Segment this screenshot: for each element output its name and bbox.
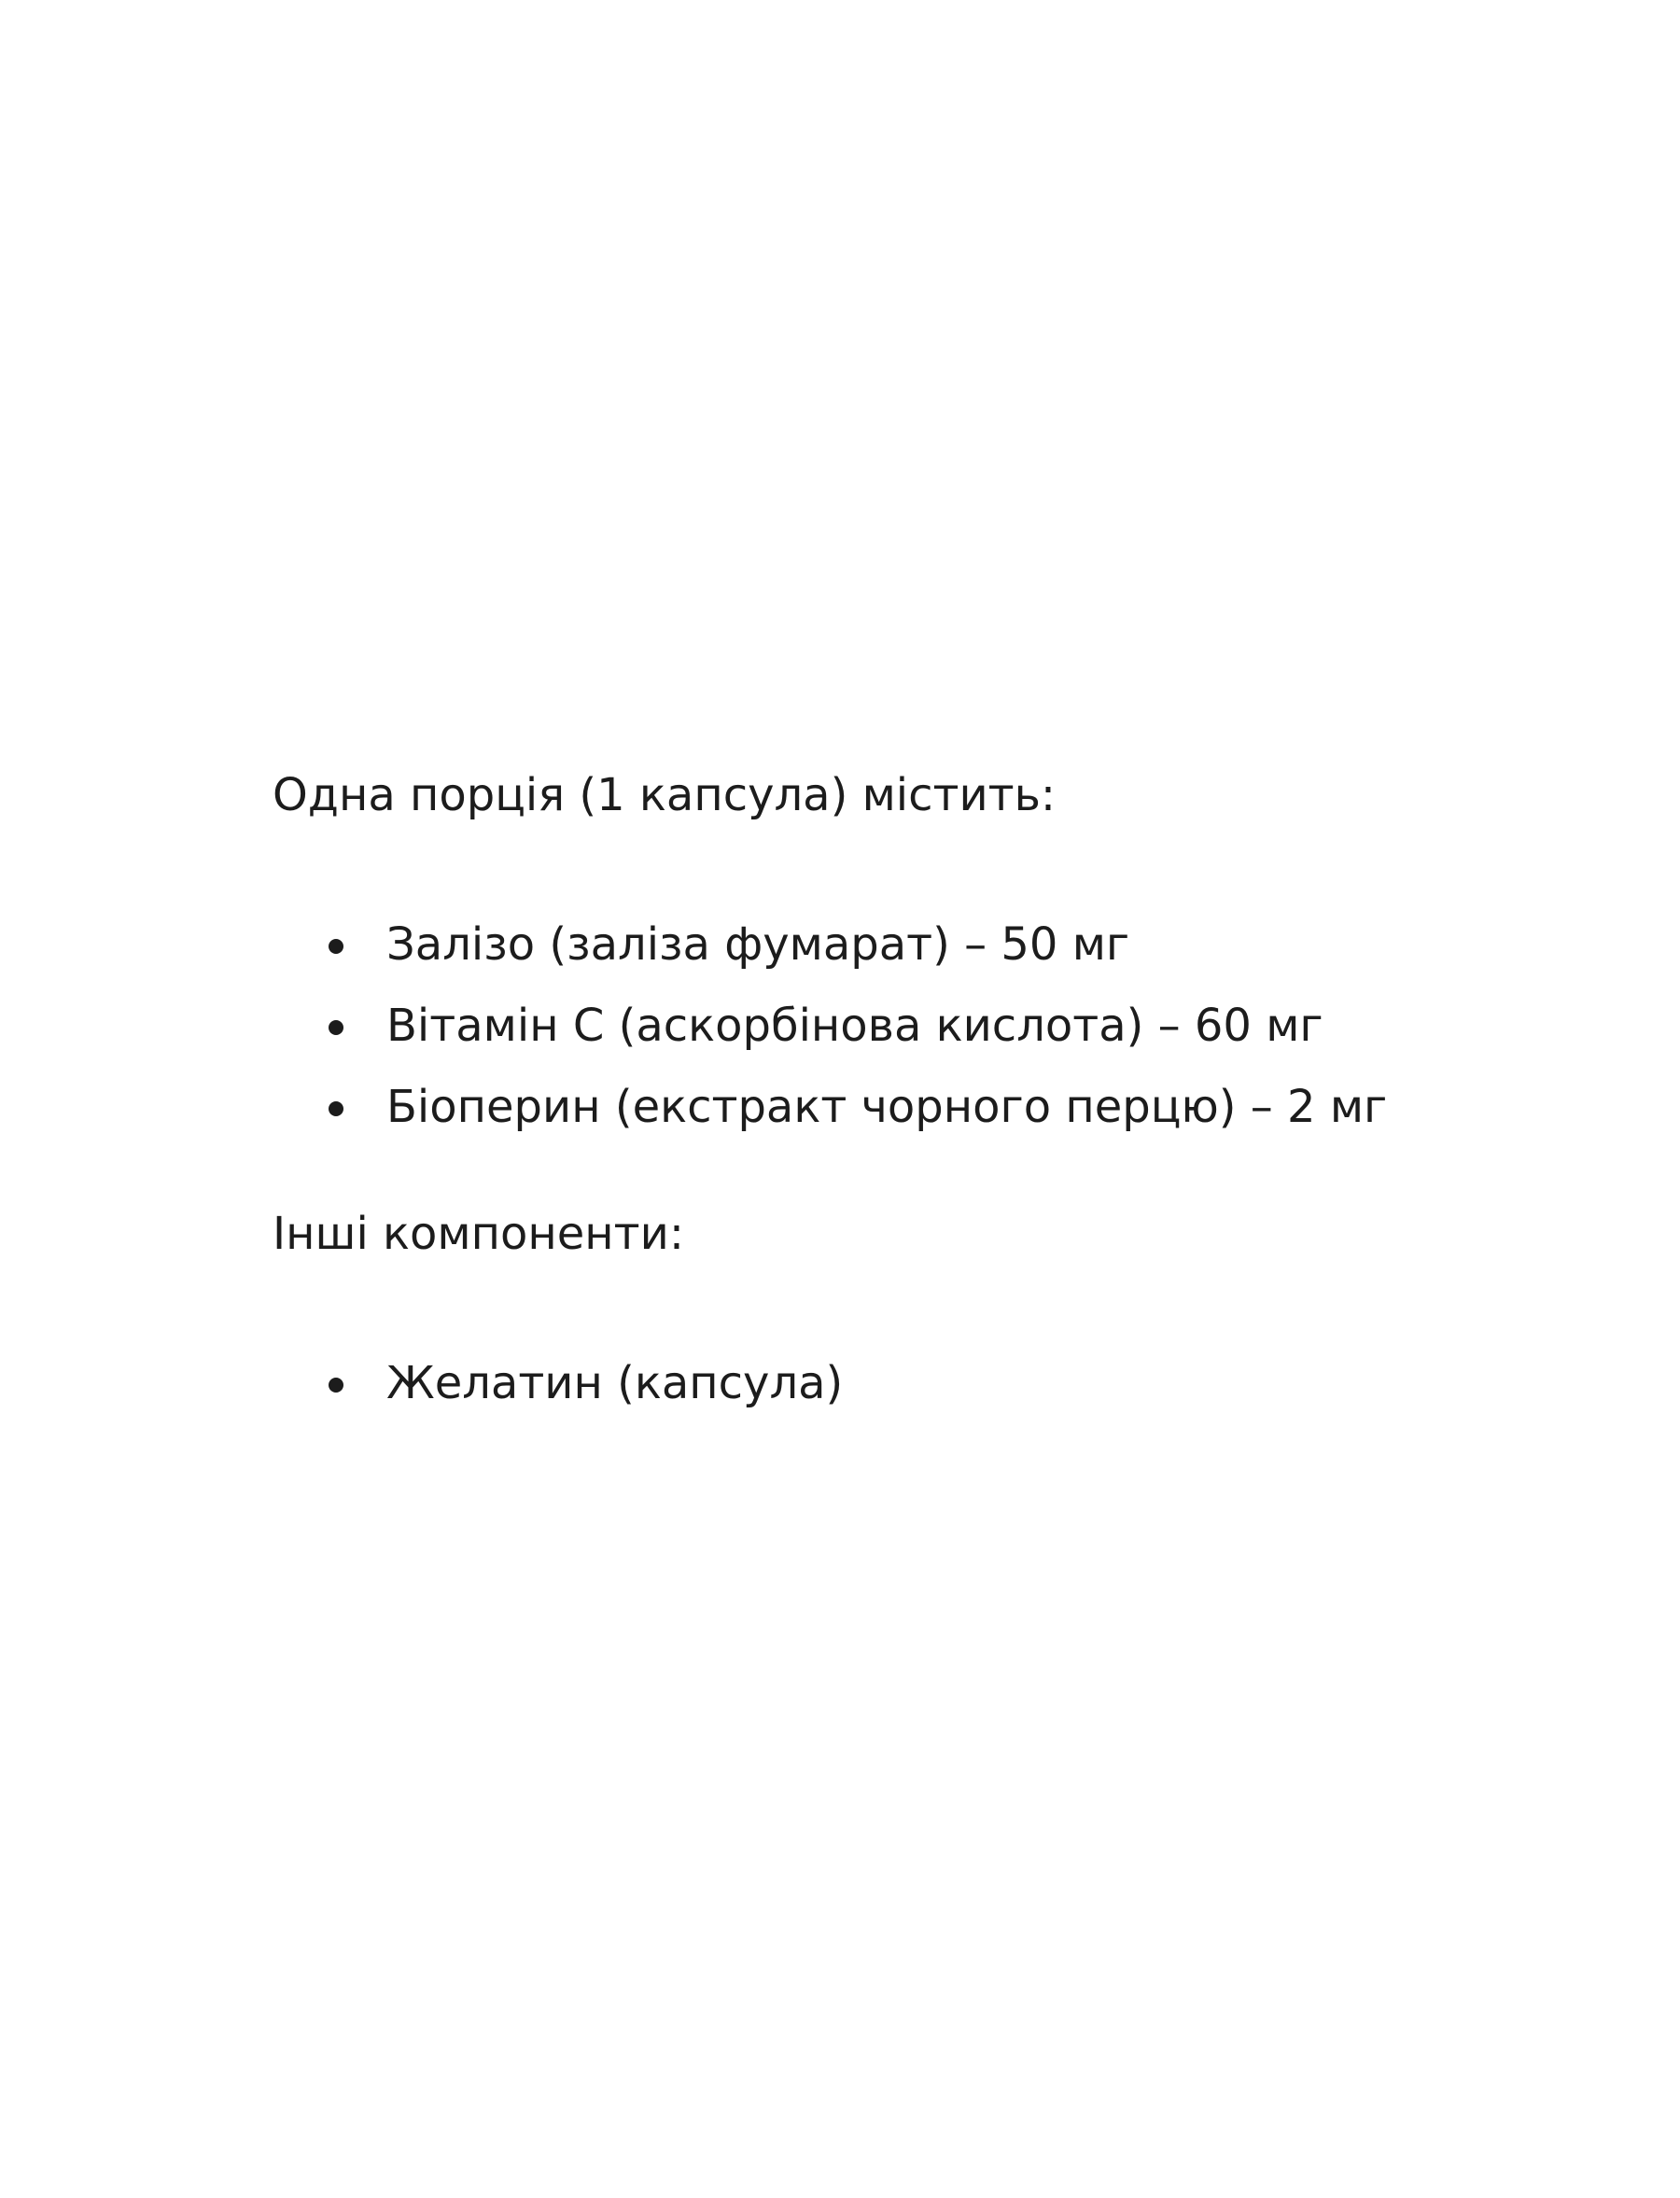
bullet-icon	[329, 1101, 343, 1116]
bullet-icon	[329, 939, 343, 954]
ingredient-text: Біоперин (екстракт чорного перцю) – 2 мг	[386, 1081, 1388, 1133]
ingredient-text: Желатин (капсула)	[386, 1357, 844, 1409]
list-item	[273, 918, 1486, 971]
ingredient-text: Вітамін С (аскорбінова кислота) – 60 мг	[386, 1000, 1323, 1052]
serving-ingredients-list	[273, 918, 1486, 1133]
bullet-icon	[329, 1378, 343, 1393]
list-item	[273, 1357, 1486, 1409]
other-components-list	[273, 1357, 1486, 1409]
other-components-heading: Інші компоненти:	[273, 1208, 684, 1260]
ingredients-document	[273, 769, 1486, 1409]
serving-heading: Одна порція (1 капсула) містить:	[273, 769, 1057, 821]
ingredient-text: Залізо (заліза фумарат) – 50 мг	[386, 918, 1130, 971]
list-item	[273, 1081, 1486, 1133]
bullet-icon	[329, 1020, 343, 1035]
list-item	[273, 1000, 1486, 1052]
